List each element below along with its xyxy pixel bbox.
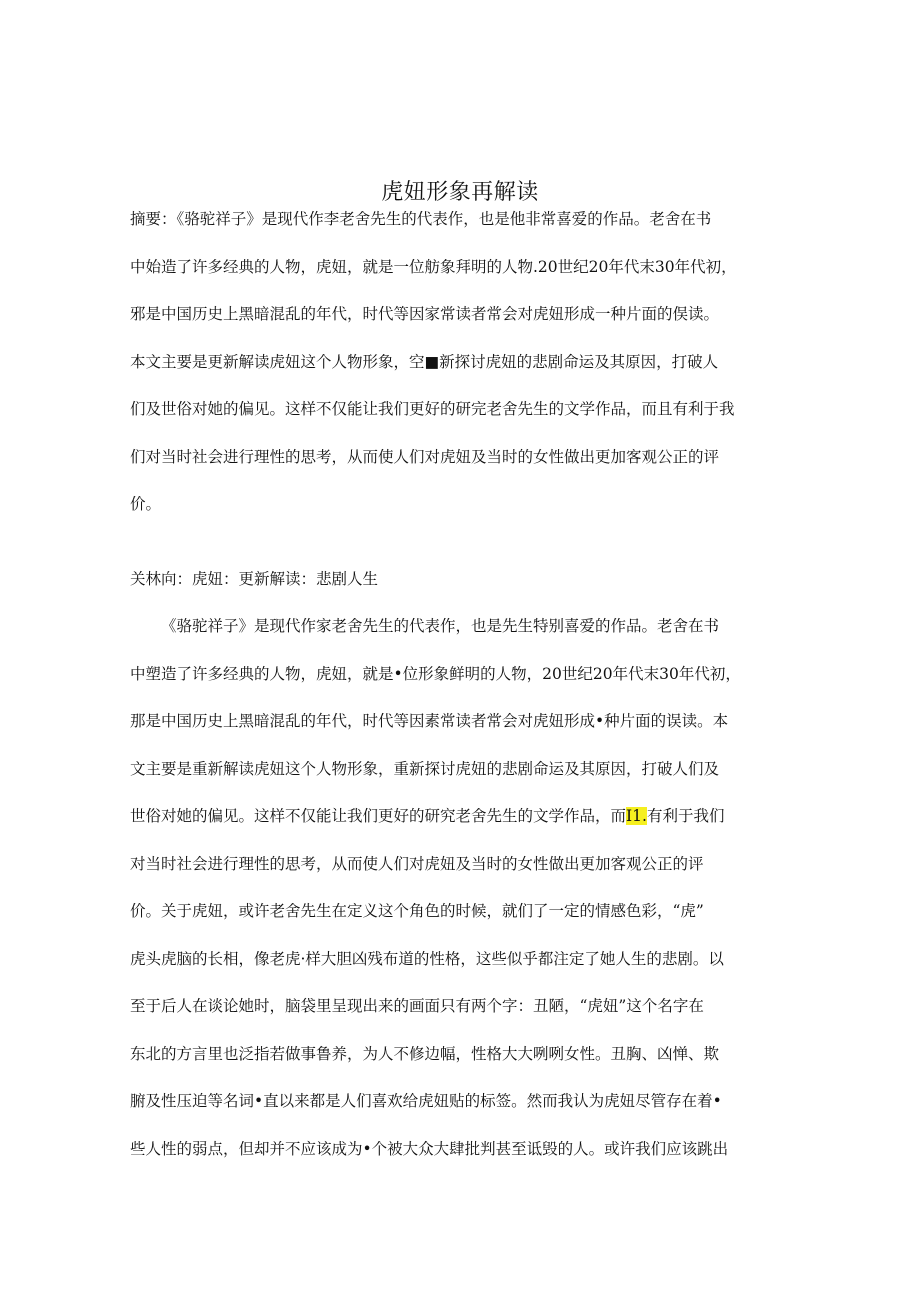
abstract-line: 们对当时社会进行理性的思考，从而使人们对虎妞及当时的女性做出更加客观公正的评: [130, 447, 720, 466]
body-line: 至于后人在谈论她时，脑袋里呈现出来的画面只有两个字：丑陋，“虎妞”这个名字在: [130, 997, 704, 1015]
body-line: 文主要是重新解读虎妞这个人物形象，重新探讨虎妞的悲剧命运及其原因，打破人们及: [130, 759, 720, 778]
body-line: 价。关于虎妞，或许老舍先生在定义这个角色的时候，就们了一定的情感色彩，“虎”: [130, 902, 704, 920]
abstract-line: 们及世俗对她的偏见。这样不仅能让我们更好的研完老舍先生的文学作品，而且有利于我: [130, 400, 735, 418]
body-line-highlighted: [130, 793, 790, 841]
body-line: 虎头虎脑的长相，像老虎·样大胆凶残布道的性格，这些似乎都注定了她人生的悲剧。以: [130, 949, 724, 968]
highlighted-text: I1.: [626, 807, 647, 825]
body-line-tail: 有利于我们: [646, 807, 725, 825]
abstract-line: 价。: [130, 495, 162, 513]
document-title: 虎妞形象再解读: [381, 180, 539, 205]
keywords-line: [130, 556, 790, 604]
body-line: 东北的方言里也泛指若做事鲁养，为人不修边幅，性格大大咧咧女性。丑胸、凶惮、欺: [130, 1044, 720, 1063]
body-line: 对当时社会进行理性的思考，从而使人们对虎妞及当时的女性做出更加客观公正的评: [130, 854, 704, 873]
abstract-line: 中始造了许多经典的人物，虎妞，就是一位舫象拜明的人物.20世纪20年代末30年代初，: [130, 257, 737, 276]
abstract-line: 邪是中国历史上黑暗混乱的年代，时代等因家常读者常会对虎妞形成一种片面的俣读。: [130, 305, 720, 323]
body-line: 中塑造了许多经典的人物，虎妞，就是•位形象鲜明的人物，20世纪20年代末30年代初，: [130, 664, 741, 683]
body-paragraph: [130, 603, 790, 1173]
body-line: 些人性的弱点，但却并不应该成为•个被大众大肆批判甚至诋毁的人。或许我们应该跳出: [130, 1139, 729, 1158]
abstract-paragraph: [130, 196, 790, 529]
abstract-line: 摘要：《骆驼祥子》是现代作李老舍先生的代表作，也是他非常喜爱的作品。老舍在书: [130, 210, 712, 228]
body-line: 那是中国历史上黑暗混乱的年代，时代等因素常读者常会对虎妞形成•种片面的误读。本: [130, 712, 729, 730]
body-line: 《骆驼祥子》是现代作家老舍先生的代表作，也是先生特别喜爱的作品。老舍在书: [161, 617, 720, 635]
abstract-line: 本文主要是更新解读虎妞这个人物形象，空■新探讨虎妞的悲剧命运及其原因，打破人: [130, 352, 719, 371]
keywords-text: 关林向：虎妞：更新解读：悲剧人生: [130, 570, 379, 588]
body-line: 腑及性压迫等名词•直以来都是人们喜欢给虎妞贴的标签。然而我认为虎妞尽管存在着•: [130, 1092, 722, 1110]
body-line-head: 世俗对她的偏见。这样不仅能让我们更好的研究老舍先生的文学作品，而: [130, 807, 627, 825]
